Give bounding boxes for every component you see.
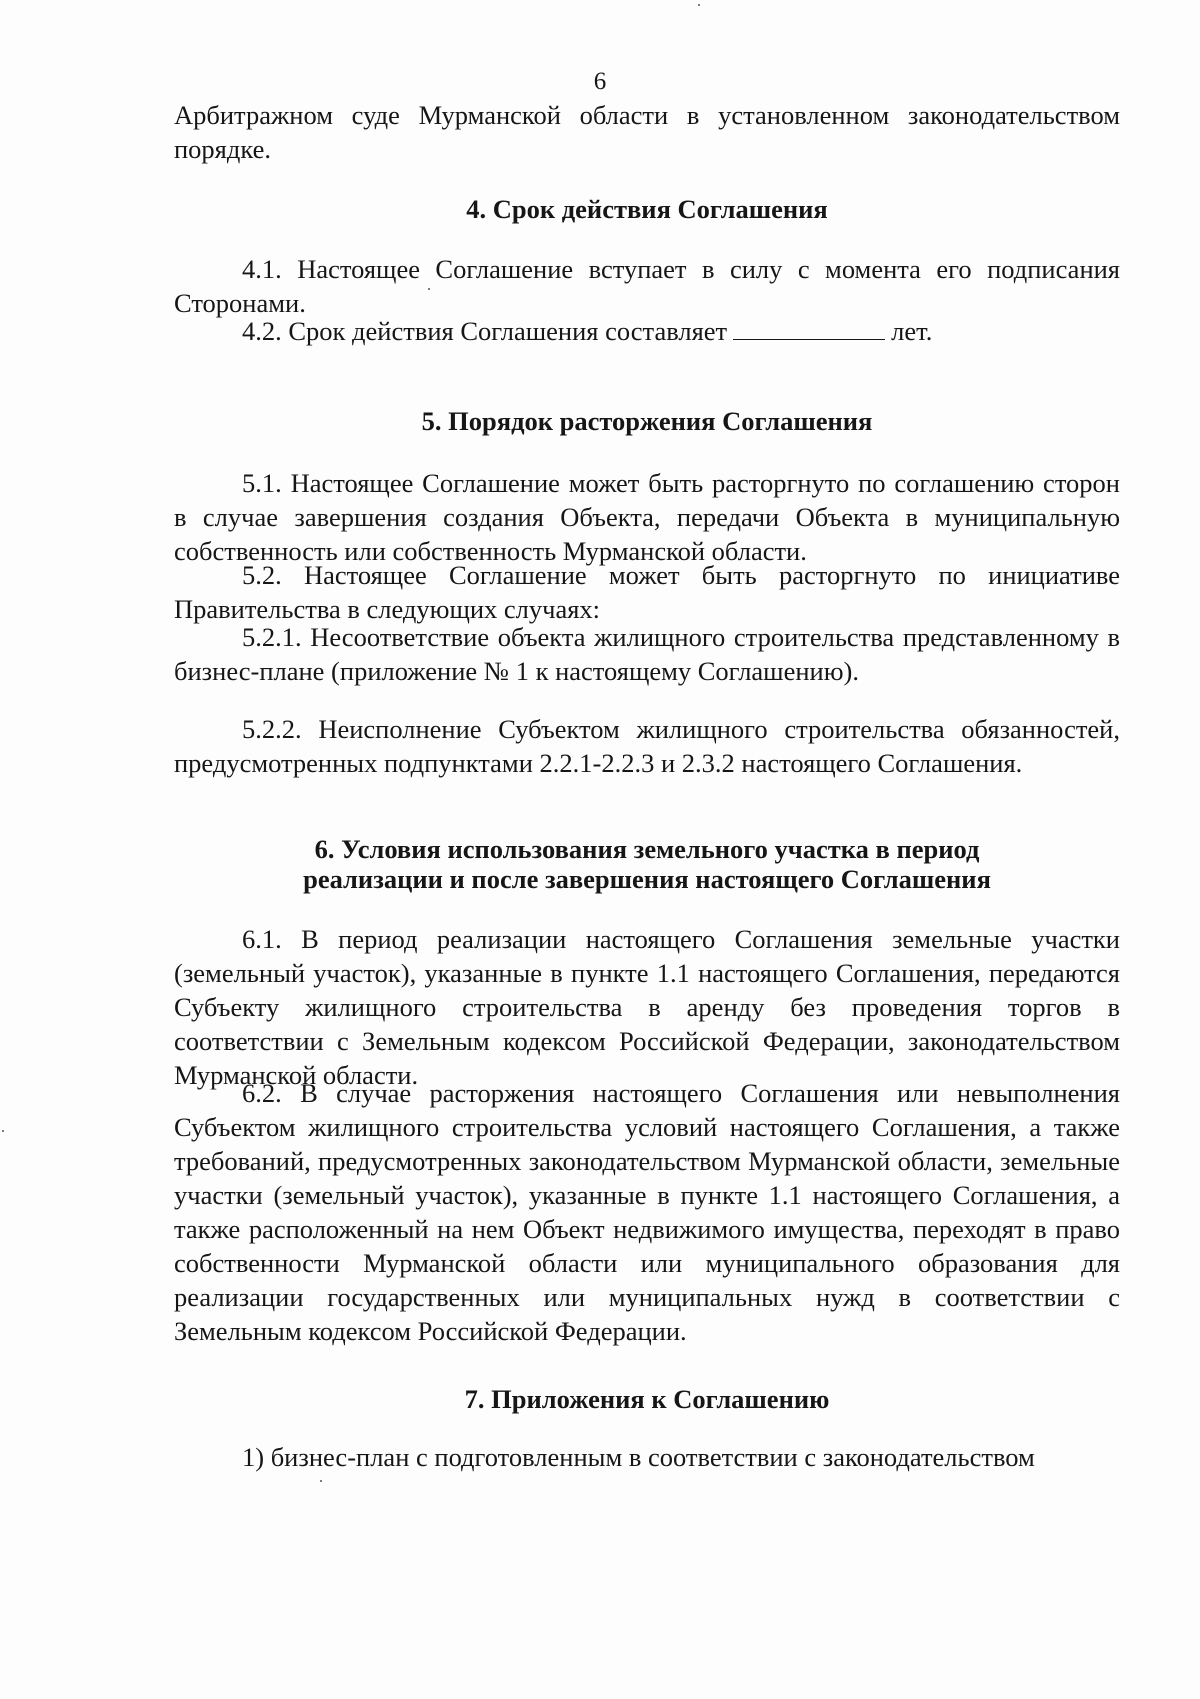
section-6-title-line-1: 6. Условия использования земельного участка в период <box>314 834 980 864</box>
paragraph-4-2 <box>174 314 1120 348</box>
intro-paragraph: Арбитражном суде Мурманской области в установленном законодательством порядке. <box>174 100 1120 164</box>
paragraph-6-2: 6.2. В случае расторжения настоящего Соглашения или невыполнения Субъектом жилищного строительства условий настоящего Соглашения, а также требований, предусмотренных законодательством Мурманской области, земельные участки (земельный участок), указанные в пункте 1.1 настоящего Соглашения, а также расположенный на нем Объект недвижимого имущества, переходят в право собственности Мурманской области или муниципального образования для реализации государственных или муниципальных нужд в соответствии с Земельным кодексом Российской Федерации. <box>174 1078 1120 1346</box>
section-6-title-line-2: реализации и после завершения настоящего Соглашения <box>303 864 991 894</box>
paragraph-5-2-1: 5.2.1. Несоответствие объекта жилищного строительства представленному в бизнес-плане (приложение № 1 к настоящему Соглашению). <box>174 622 1120 686</box>
paragraph-5-1: 5.1. Настоящее Соглашение может быть расторгнуто по соглашению сторон в случае завершения создания Объекта, передачи Объекта в муниципальную собственность или собственность Мурманской области. <box>174 468 1120 566</box>
scan-speck <box>320 1480 322 1482</box>
section-5-title: 5. Порядок расторжения Соглашения <box>421 406 873 436</box>
appendix-item-1: 1) бизнес-план с подготовленным в соответствии с законодательством <box>242 1442 1035 1472</box>
paragraph-4-2-unit: лет. <box>891 316 933 346</box>
paragraph-5-2-2: 5.2.2. Неисполнение Субъектом жилищного строительства обязанностей, предусмотренных подпунктами 2.2.1-2.2.3 и 2.3.2 настоящего Соглашения. <box>174 714 1120 778</box>
paragraph-5-2: 5.2. Настоящее Соглашение может быть расторгнуто по инициативе Правительства в следующих случаях: <box>174 560 1120 624</box>
paragraph-6-1: 6.1. В период реализации настоящего Соглашения земельные участки (земельный участок), указанные в пункте 1.1 настоящего Соглашения, передаются Субъекту жилищного строительства в аренду без проведения торгов в соответствии с Земельным кодексом Российской Федерации, законодательством Мурманской области. <box>174 924 1120 1090</box>
scan-speck <box>2 1130 4 1132</box>
section-4-title: 4. Срок действия Соглашения <box>466 194 828 224</box>
term-blank-line <box>733 319 885 340</box>
paragraph-4-2-text: 4.2. Срок действия Соглашения составляет <box>242 316 728 346</box>
scan-speck <box>698 4 700 6</box>
paragraph-4-1: 4.1. Настоящее Соглашение вступает в силу с момента его подписания Сторонами. <box>174 254 1120 318</box>
scan-speck <box>428 288 430 290</box>
page-number: 6 <box>593 68 607 95</box>
section-7-title: 7. Приложения к Соглашению <box>464 1384 830 1414</box>
